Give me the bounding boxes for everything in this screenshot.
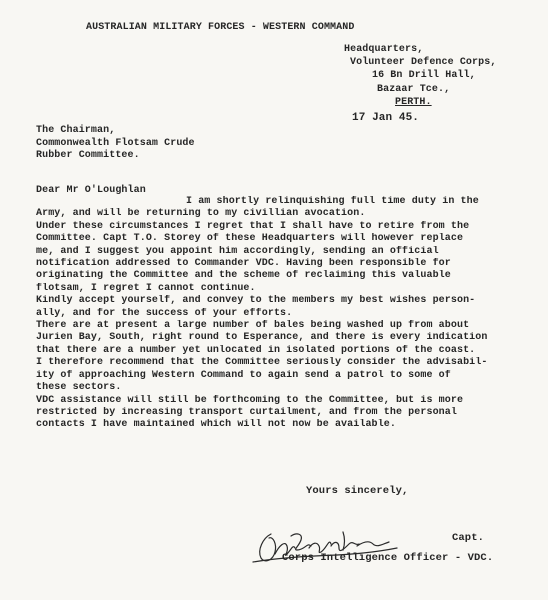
rank: Capt. (452, 532, 485, 544)
address-line: PERTH. (395, 96, 432, 108)
body-line: Under these circumstances I regret that I shall have to retire from the (36, 220, 470, 232)
salutation: Dear Mr O'Loughlan (36, 185, 146, 196)
body-line: notification addressed to Commander VDC. Having been responsible for (36, 258, 451, 270)
address-line: Volunteer Defence Corps, (350, 57, 497, 69)
body-line: ity of approaching Western Command to again send a patrol to some of (36, 369, 451, 381)
address-line: 16 Bn Drill Hall, (372, 70, 476, 82)
body-line: I therefore recommend that the Committee seriously consider the advisabil- (36, 357, 488, 369)
body-line: There are at present a large number of bales being washed up from about (36, 320, 470, 332)
recipient-line: Commonwealth Flotsam Crude (36, 137, 195, 149)
sender-address (344, 43, 544, 109)
closing: Yours sincerely, (306, 485, 409, 497)
body-line: Committee. Capt T.O. Storey of these Headquarters will however replace (36, 233, 464, 245)
body-line: that there are a number yet unlocated in isolated portions of the coast. (36, 344, 476, 356)
address-line: Headquarters, (344, 44, 424, 55)
address-line: Bazaar Tce., (377, 83, 451, 95)
body-line: me, and I suggest you appoint him accordingly, sending an official (36, 245, 439, 257)
recipient-line: The Chairman, (36, 125, 116, 136)
body-line: these sectors. (36, 382, 122, 394)
body-line: restricted by increasing transport curtailment, and from the personal (36, 406, 457, 418)
recipient-block (36, 125, 195, 163)
body-line: Kindly accept yourself, and convey to the members my best wishes person- (36, 295, 476, 307)
body-line: flotsam, I regret I cannot continue. (36, 282, 256, 294)
officer-title: Corps Intelligence Officer - VDC. (282, 552, 494, 564)
letter-body (36, 196, 542, 432)
body-line: I am shortly relinquishing full time duty in the (186, 196, 479, 207)
letter-date: 17 Jan 45. (352, 112, 420, 124)
letterhead-title: AUSTRALIAN MILITARY FORCES - WESTERN COMMAND (86, 22, 355, 33)
body-line: contacts I have maintained which will not now be available. (36, 419, 396, 431)
body-line: Army, and will be returning to my civillian avocation. (36, 208, 366, 220)
body-line: Jurien Bay, South, right round to Esperance, and there is every indication (36, 332, 488, 344)
recipient-line: Rubber Committee. (36, 150, 140, 161)
body-line: VDC assistance will still be forthcoming to the Committee, but is more (36, 394, 464, 406)
body-line: originating the Committee and the scheme of reclaiming this valuable (36, 270, 451, 282)
body-line: ally, and for the success of your efforts. (36, 307, 293, 319)
